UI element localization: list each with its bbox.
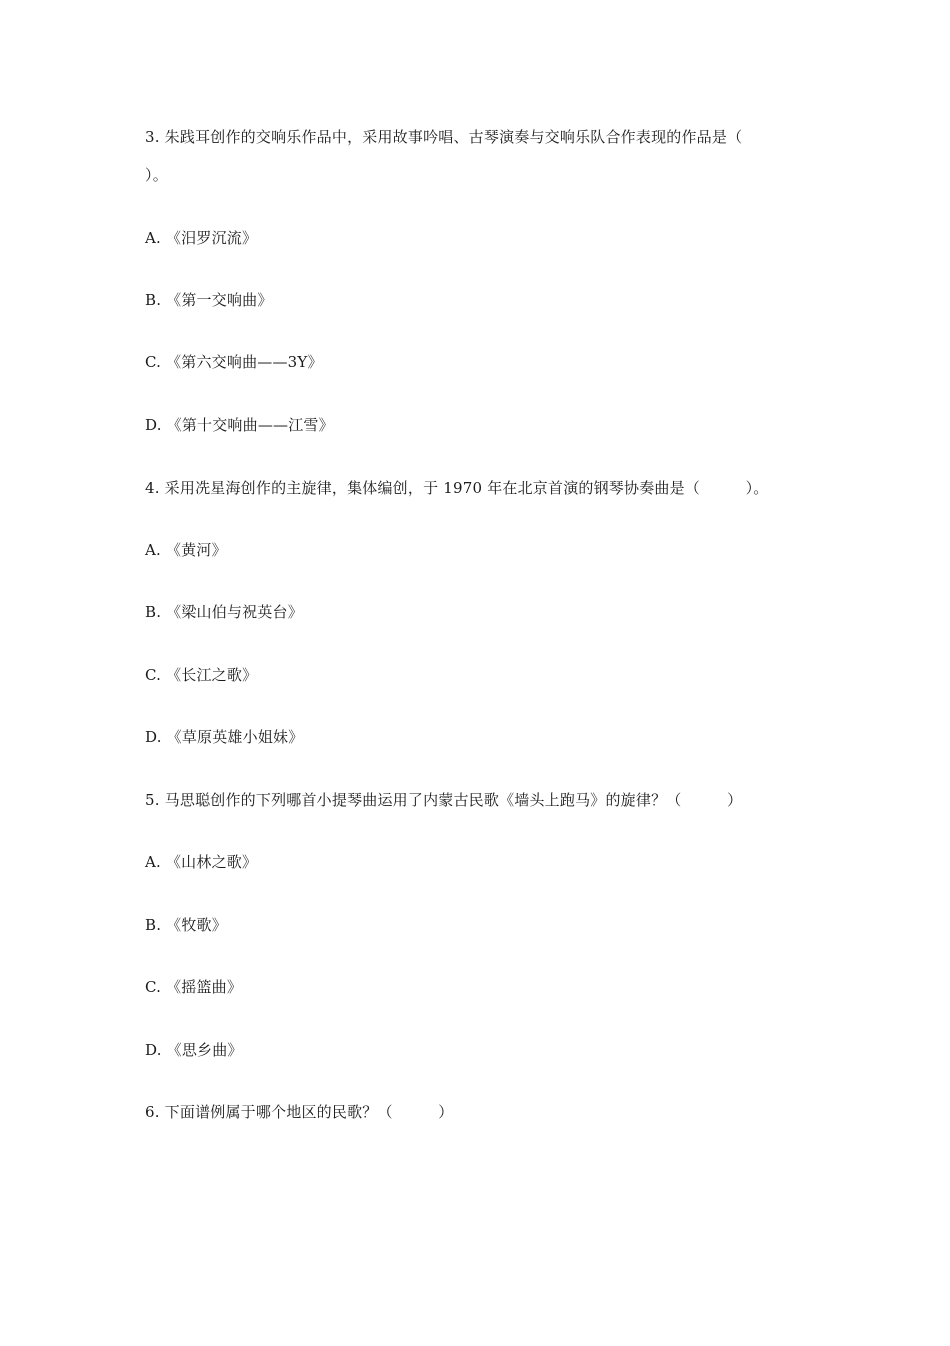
question-5-option-c: C. 《摇篮曲》 <box>145 978 243 996</box>
question-5-option-d: D. 《思乡曲》 <box>145 1041 243 1059</box>
question-4-option-d: D. 《草原英雄小姐妹》 <box>145 728 304 746</box>
question-3-stem-line1: 3. 朱践耳创作的交响乐作品中，采用故事吟唱、古琴演奏与交响乐队合作表现的作品是（ <box>145 128 743 146</box>
question-5-option-b: B. 《牧歌》 <box>145 916 227 934</box>
question-5-stem-line1: 5. 马思聪创作的下列哪首小提琴曲运用了内蒙古民歌《墙头上跑马》的旋律？（ ） <box>145 791 743 809</box>
question-4-option-c: C. 《长江之歌》 <box>145 666 258 684</box>
question-4-option-a: A. 《黄河》 <box>145 541 227 559</box>
question-6-stem-line1: 6. 下面谱例属于哪个地区的民歌？（ ） <box>145 1103 454 1121</box>
question-4-stem-line1: 4. 采用冼星海创作的主旋律，集体编创，于 1970 年在北京首演的钢琴协奏曲是（ ）。 <box>145 479 769 497</box>
question-3-stem-line2: ）。 <box>145 166 168 184</box>
question-3-option-d: D. 《第十交响曲——江雪》 <box>145 416 334 434</box>
question-3-option-a: A. 《汨罗沉流》 <box>145 229 258 247</box>
question-3-option-b: B. 《第一交响曲》 <box>145 291 273 309</box>
question-4-option-b: B. 《梁山伯与祝英台》 <box>145 603 303 621</box>
question-5-option-a: A. 《山林之歌》 <box>145 853 258 871</box>
question-3-option-c: C. 《第六交响曲——3Y》 <box>145 353 323 371</box>
